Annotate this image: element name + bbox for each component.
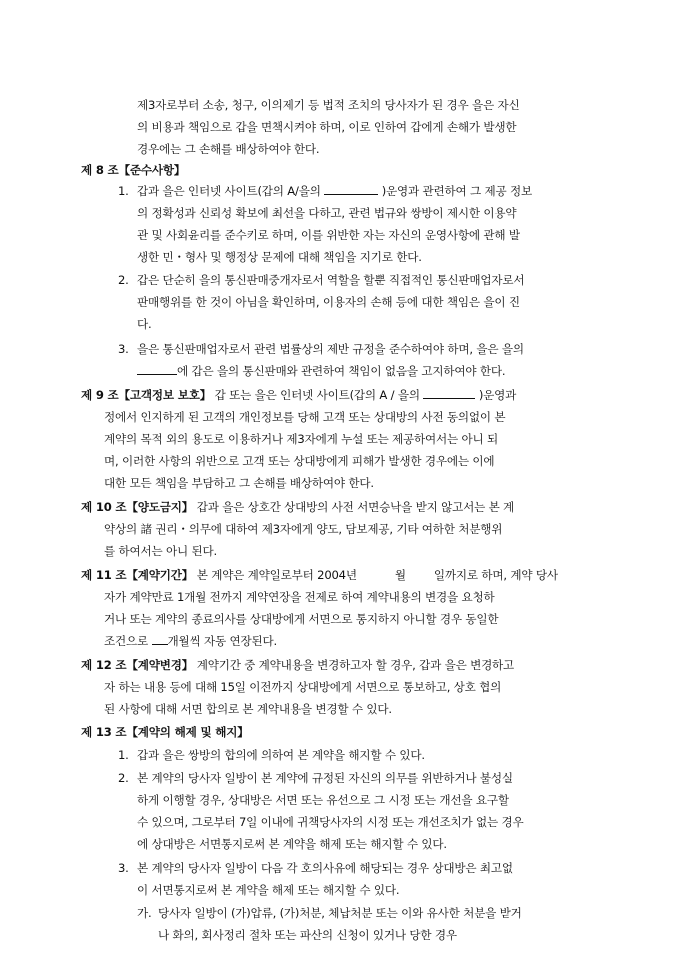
list-number: 3. (118, 861, 129, 875)
article-13-sub-a-line: 당사자 일방이 (가)압류, (가)처분, 체납처분 또는 이와 유사한 처분을 받거 (158, 906, 522, 920)
sub-item-marker: 가. (137, 906, 152, 920)
blank-field (423, 388, 475, 399)
blank-field (152, 634, 168, 645)
intro-line: 경우에는 그 손해를 배상하여야 한다. (137, 142, 320, 156)
article-12-line: 자 하는 내용 등에 대해 15일 이전까지 상대방에게 서면으로 통보하고, 상호 협의 (104, 680, 502, 694)
list-number: 3. (118, 342, 129, 356)
article-10-line: 제 10 조【양도금지】 갑과 을은 상호간 상대방의 사전 서면승낙을 받지 않고서는 본 계 (81, 500, 515, 514)
article-8-item-3-line: 에 갑은 을의 통신판매와 관련하여 책임이 없음을 고지하여야 한다. (137, 363, 505, 379)
article-13-item-1-line: 갑과 을은 쌍방의 합의에 의하여 본 계약을 해지할 수 있다. (137, 748, 425, 762)
article-13-item-2-line: 에 상대방은 서면통지로써 본 계약을 해제 또는 해지할 수 있다. (137, 837, 447, 851)
article-13-item-2-line: 하게 이행할 경우, 상대방은 서면 또는 유선으로 그 시정 또는 개선을 요구할 (137, 793, 509, 807)
article-9-line: 대한 모든 책임을 부담하고 그 손해를 배상하여야 한다. (104, 476, 374, 490)
article-9-heading: 제 9 조【고객정보 보호】 (81, 388, 212, 402)
list-number: 1. (118, 748, 129, 762)
article-8-item-1-line: 관 및 사회윤리를 준수키로 하며, 이를 위반한 자는 자신의 운영사항에 관해 발 (137, 228, 520, 242)
article-9-line: 제 9 조【고객정보 보호】 갑 또는 을은 인터넷 사이트(갑의 A / 을의 )운영과 (81, 388, 517, 402)
article-11-line: 제 11 조【계약기간】 본 계약은 계약일로부터 2004년 월 일까지로 하며, 계약 당사 (81, 568, 558, 582)
article-8-heading: 제 8 조【준수사항】 (81, 163, 186, 177)
article-12-heading: 제 12 조【계약변경】 (81, 658, 194, 672)
list-number: 2. (118, 273, 129, 287)
article-13-item-2-line: 수 있으며, 그로부터 7일 이내에 귀책당사자의 시정 또는 개선조치가 없는 경우 (137, 815, 524, 829)
article-8-item-2-line: 갑은 단순히 을의 통신판매중개자로서 역할을 할뿐 직접적인 통신판매업자로서 (137, 273, 525, 287)
article-11-line: 조건으로 개월씩 자동 연장된다. (104, 634, 277, 648)
article-10-heading: 제 10 조【양도금지】 (81, 500, 194, 514)
article-10-line: 약상의 諸 권리・의무에 대하여 제3자에게 양도, 담보제공, 기타 여하한 처분행위 (104, 522, 503, 536)
intro-line: 의 비용과 책임으로 갑을 면책시켜야 하며, 이로 인하여 갑에게 손해가 발생한 (137, 120, 517, 134)
article-10-line: 를 하여서는 아니 된다. (104, 544, 217, 558)
article-9-line: 정에서 인지하게 된 고객의 개인정보를 당해 고객 또는 상대방의 사전 동의없이 본 (104, 410, 506, 424)
article-13-item-3-line: 이 서면통지로써 본 계약을 해제 또는 해지할 수 있다. (137, 883, 400, 897)
article-9-line: 며, 이러한 사항의 위반으로 고객 또는 상대방에게 피해가 발생한 경우에는 이에 (104, 454, 495, 468)
article-8-item-1-line: 생한 민・형사 및 행정상 문제에 대해 책임을 지기로 한다. (137, 250, 422, 264)
article-8-item-1-line: 갑과 을은 인터넷 사이트(갑의 A/을의 )운영과 관련하여 그 제공 정보 (137, 184, 532, 198)
blank-field (324, 184, 378, 195)
article-13-item-3-line: 본 계약의 당사자 일방이 다음 각 호의사유에 해당되는 경우 상대방은 최고없 (137, 861, 513, 875)
article-9-line: 계약의 목적 외의 용도로 이용하거나 제3자에게 누설 또는 제공하여서는 아니 되 (104, 432, 499, 446)
article-13-sub-a-line: 나 화의, 회사정리 절차 또는 파산의 신청이 있거나 당한 경우 (158, 928, 457, 942)
article-8-item-2-line: 다. (137, 317, 152, 331)
article-8-item-3-line: 을은 통신판매업자로서 관련 법률상의 제반 규정을 준수하여야 하며, 을은 을의 (137, 342, 524, 356)
list-number: 2. (118, 771, 129, 785)
intro-line: 제3자로부터 소송, 청구, 이의제기 등 법적 조치의 당사자가 된 경우 을은 자신 (137, 98, 520, 112)
article-12-line: 제 12 조【계약변경】 계약기간 중 계약내용을 변경하고자 할 경우, 갑과 을은 변경하고 (81, 658, 515, 672)
article-11-heading: 제 11 조【계약기간】 (81, 568, 194, 582)
article-13-heading: 제 13 조【계약의 해제 및 해지】 (81, 725, 249, 739)
article-12-line: 된 사항에 대해 서면 합의로 본 계약내용을 변경할 수 있다. (104, 702, 392, 716)
blank-field (137, 364, 177, 375)
article-8-item-1-line: 의 정확성과 신뢰성 확보에 최선을 다하고, 관련 법규와 쌍방이 제시한 이용약 (137, 206, 517, 220)
article-11-line: 거나 또는 계약의 종료의사를 상대방에게 서면으로 통지하지 아니할 경우 동일한 (104, 612, 499, 626)
list-number: 1. (118, 184, 129, 198)
article-13-item-2-line: 본 계약의 당사자 일방이 본 계약에 규정된 자신의 의무를 위반하거나 불성실 (137, 771, 513, 785)
article-11-line: 자가 계약만료 1개월 전까지 계약연장을 전제로 하여 계약내용의 변경을 요청하 (104, 590, 495, 604)
article-8-item-2-line: 판매행위를 한 것이 아님을 확인하며, 이용자의 손해 등에 대한 책임은 을이 진 (137, 295, 520, 309)
